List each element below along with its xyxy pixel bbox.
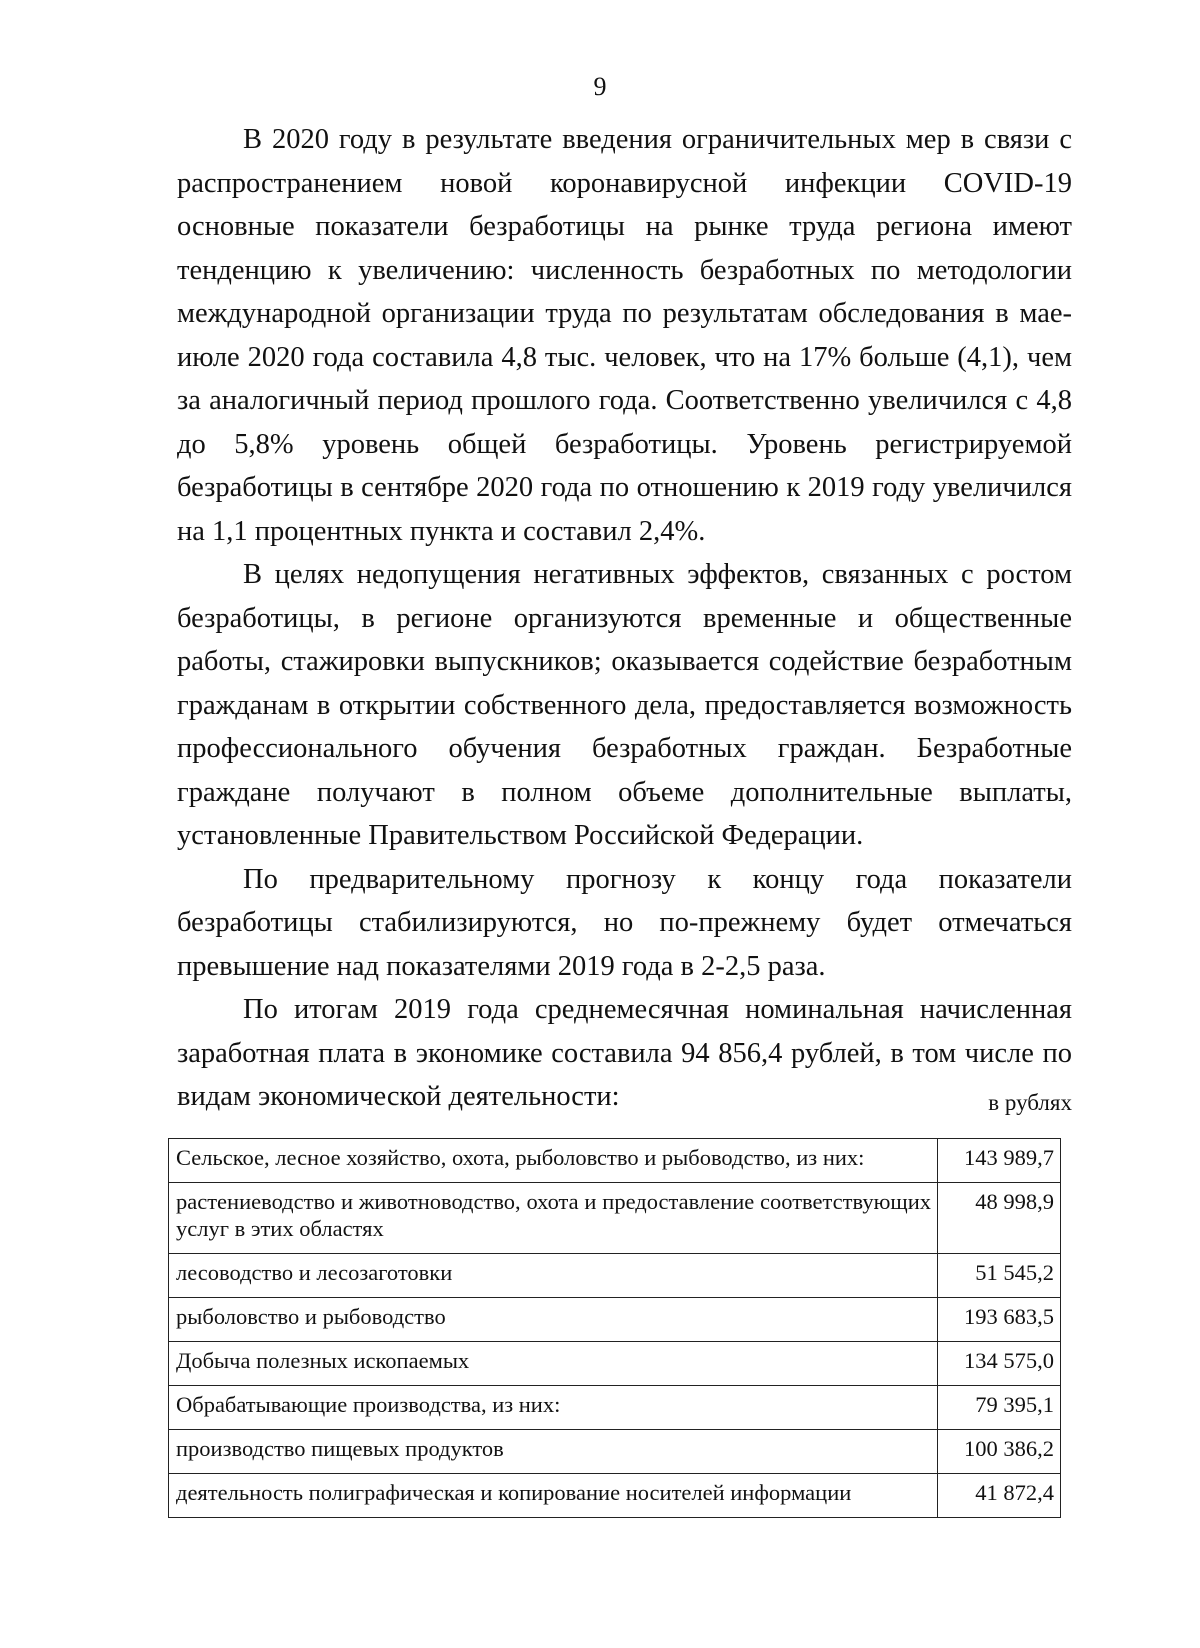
row-value: 51 545,2 xyxy=(938,1254,1061,1298)
table-row xyxy=(169,1298,1061,1342)
row-label: Добыча полезных ископаемых xyxy=(169,1342,938,1386)
paragraph-measures: В целях недопущения негативных эффектов, связанных с ростом безработицы, в регионе организуются временные и общественные работы, стажировки выпускников; оказывается содействие безработным гражданам в открытии собственного дела, предоставляется возможность профессионального обучения безработных граждан. Безработные граждане получают в полном объеме дополнительные выплаты, установленные Правительством Российской Федерации. xyxy=(177,559,1072,851)
table-row xyxy=(169,1183,1061,1254)
wages-table xyxy=(168,1138,1061,1518)
paragraph-unemployment: В 2020 году в результате введения ограничительных мер в связи с распространением новой коронавирусной инфекции COVID-19 основные показатели безработицы на рынке труда региона имеют тенденцию к увеличению: численность безработных по методологии международной организации труда по результатам обследования в мае-июле 2020 года составила 4,8 тыс. человек, что на 17% больше (4,1), чем за аналогичный период прошлого года. Соответственно увеличился с 4,8 до 5,8% уровень общей безработицы. Уровень регистрируемой безработицы в сентябре 2020 года по отношению к 2019 году увеличился на 1,1 процентных пункта и составил 2,4%. xyxy=(177,124,1072,547)
row-value: 134 575,0 xyxy=(938,1342,1061,1386)
row-label: лесоводство и лесозаготовки xyxy=(169,1254,938,1298)
row-label: деятельность полиграфическая и копирование носителей информации xyxy=(169,1474,938,1518)
row-value: 143 989,7 xyxy=(938,1139,1061,1183)
paragraph-forecast: По предварительному прогнозу к концу года показатели безработицы стабилизируются, но по-прежнему будет отмечаться превышение над показателями 2019 года в 2-2,5 раза. xyxy=(177,863,1072,982)
table-row xyxy=(169,1254,1061,1298)
table-row xyxy=(169,1430,1061,1474)
row-value: 193 683,5 xyxy=(938,1298,1061,1342)
table-units-note: в рублях xyxy=(988,1090,1072,1115)
row-value: 41 872,4 xyxy=(938,1474,1061,1518)
page-number: 9 xyxy=(593,72,607,101)
row-label: растениеводство и животноводство, охота и предоставление соответствующих услуг в этих областях xyxy=(169,1183,938,1254)
row-value: 79 395,1 xyxy=(938,1386,1061,1430)
table-row xyxy=(169,1386,1061,1430)
paragraph-wages: По итогам 2019 года среднемесячная номинальная начисленная заработная плата в экономике составила 94 856,4 рублей, в том числе по видам экономической деятельности: xyxy=(177,994,1072,1112)
row-label: Сельское, лесное хозяйство, охота, рыболовство и рыбоводство, из них: xyxy=(169,1139,938,1183)
row-value: 48 998,9 xyxy=(938,1183,1061,1254)
body-text xyxy=(177,118,1072,1119)
row-label: рыболовство и рыбоводство xyxy=(169,1298,938,1342)
row-value: 100 386,2 xyxy=(938,1430,1061,1474)
table-row xyxy=(169,1474,1061,1518)
row-label: Обрабатывающие производства, из них: xyxy=(169,1386,938,1430)
table-row xyxy=(169,1342,1061,1386)
row-label: производство пищевых продуктов xyxy=(169,1430,938,1474)
table-row xyxy=(169,1139,1061,1183)
